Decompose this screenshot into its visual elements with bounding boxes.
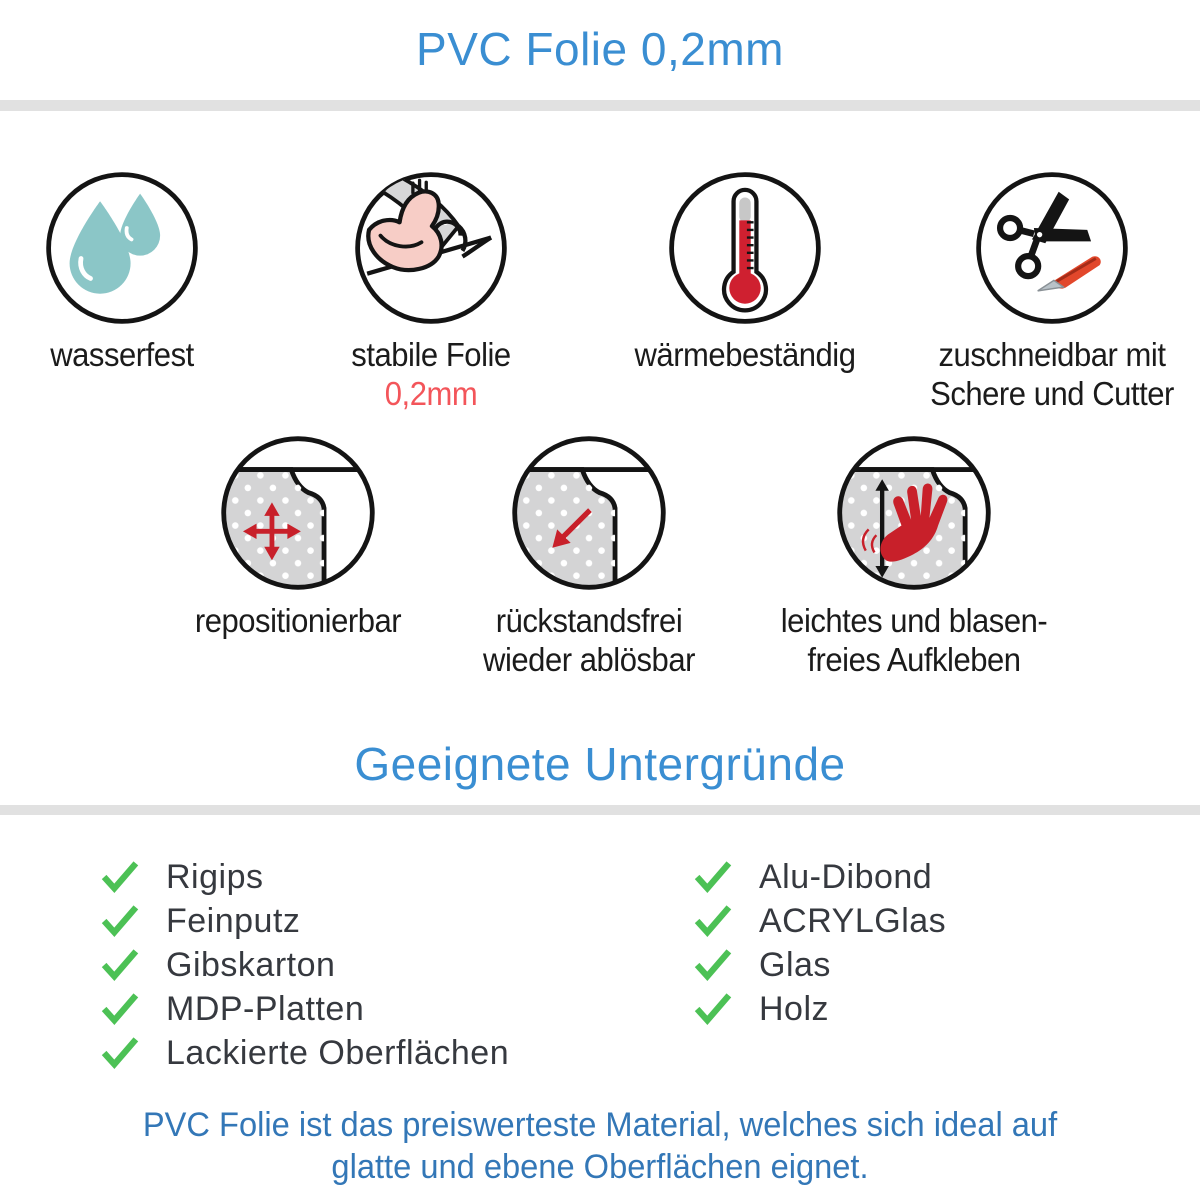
feature-label: repositionierbar: [194, 602, 402, 639]
divider-middle: [0, 805, 1200, 815]
list-item: Alu-Dibond: [693, 855, 946, 899]
feature-label: zuschneidbar mit Schere und Cutter: [930, 336, 1174, 412]
check-icon: [100, 948, 140, 982]
move-arrows-foil-icon: [216, 431, 380, 595]
list-item: MDP-Platten: [100, 987, 509, 1031]
list-item: ACRYLGlas: [693, 899, 946, 943]
water-drops-icon: [41, 167, 203, 329]
list-item: Lackierte Oberflächen: [100, 1031, 509, 1075]
feature-label: wärmebeständig: [634, 336, 856, 373]
muscle-foil-icon: [350, 167, 512, 329]
surfaces-list-right: [693, 855, 946, 1031]
list-item: Rigips: [100, 855, 509, 899]
thickness-value: 0,2mm: [384, 375, 478, 412]
feature-waterproof: [0, 167, 247, 374]
hand-smooth-foil-icon: [832, 431, 996, 595]
surfaces-list-left: [100, 855, 509, 1075]
check-icon: [693, 860, 733, 894]
page-title: PVC Folie 0,2mm: [416, 23, 784, 75]
check-icon: [100, 860, 140, 894]
list-item: Glas: [693, 943, 946, 987]
thermometer-icon: [664, 167, 826, 329]
check-icon: [693, 904, 733, 938]
feature-label: wasserfest: [50, 336, 194, 373]
feature-residue-free: [429, 431, 749, 679]
list-item: Gibskarton: [100, 943, 509, 987]
check-icon: [693, 948, 733, 982]
feature-repositionable: [138, 431, 458, 640]
list-item: Holz: [693, 987, 946, 1031]
check-icon: [100, 1036, 140, 1070]
footer-note: PVC Folie ist das preiswerteste Material, welches sich ideal auf glatte und ebene Oberflächen eignet.: [142, 1106, 1058, 1186]
feature-cuttable: [897, 167, 1200, 413]
surfaces-heading: Geeignete Untergründe: [354, 738, 846, 790]
peel-arrow-foil-icon: [507, 431, 671, 595]
feature-label: leichtes und blasen- freies Aufkleben: [780, 602, 1048, 678]
feature-stable-foil: [301, 167, 561, 413]
check-icon: [693, 992, 733, 1026]
feature-label: stabile Folie 0,2mm: [351, 336, 511, 412]
check-icon: [100, 992, 140, 1026]
feature-heat-resistant: [605, 167, 885, 374]
feature-bubble-free: [744, 431, 1084, 679]
divider-top: [0, 100, 1200, 111]
check-icon: [100, 904, 140, 938]
scissors-cutter-icon: [971, 167, 1133, 329]
feature-label: rückstandsfrei wieder ablösbar: [483, 602, 695, 678]
list-item: Feinputz: [100, 899, 509, 943]
